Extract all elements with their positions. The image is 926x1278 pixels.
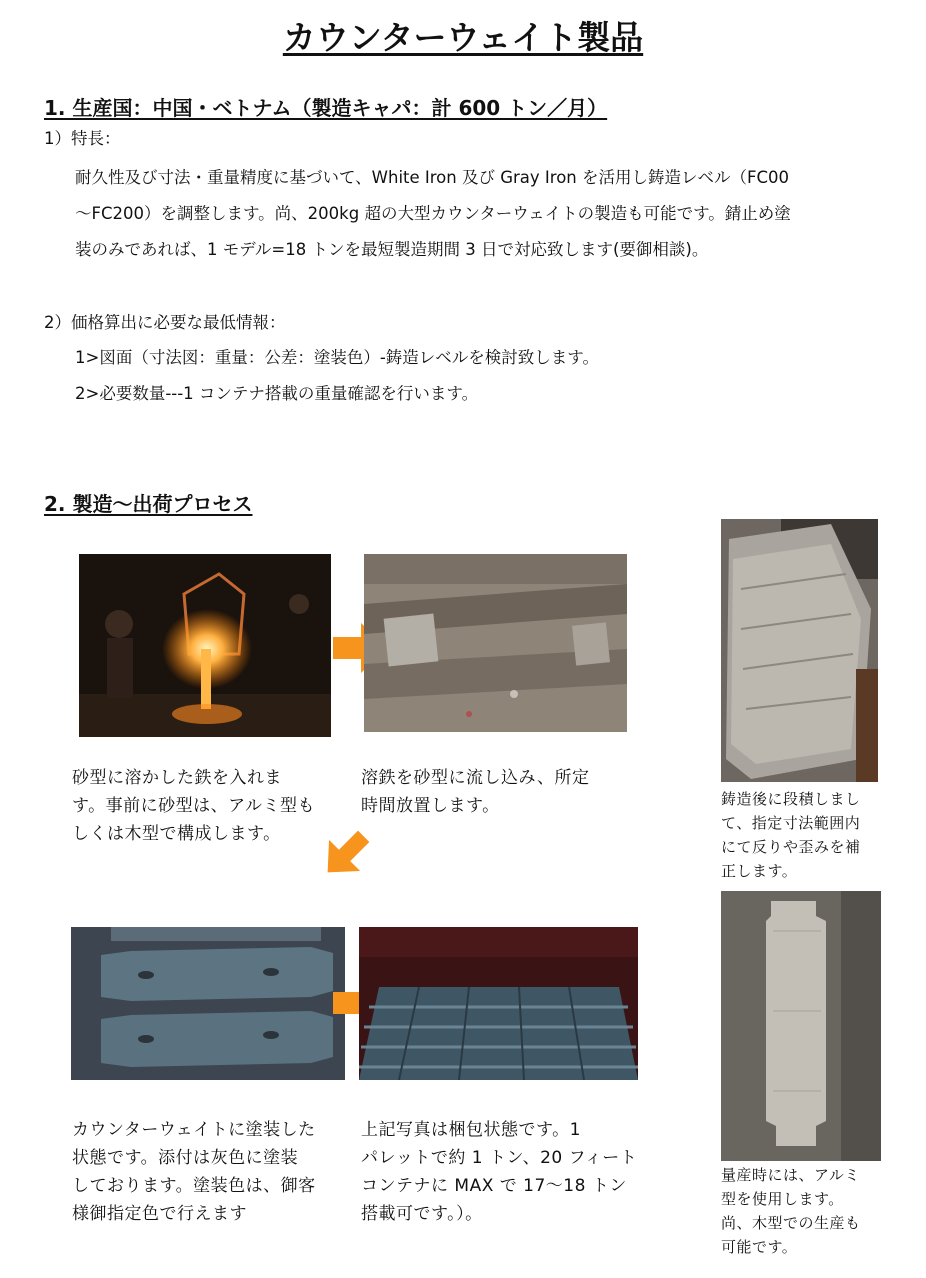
pricing-label: 2）価格算出に必要な最低情報： xyxy=(44,313,286,332)
features-label: 1）特長： xyxy=(44,129,121,148)
caption-step3: カウンターウェイトに塗装した 状態です。添付は灰色に塗装 しております。塗装色は、御客 様御指定色で行えます xyxy=(72,1120,316,1224)
photo-sand-molds xyxy=(364,554,627,732)
caption-side1: 鋳造後に段積しまし て、指定寸法範囲内 にて反りや歪みを補 正します。 xyxy=(721,790,861,880)
page-title: カウンターウェイト製品 xyxy=(282,18,644,57)
photo-packed-container xyxy=(359,927,638,1080)
caption-step4: 上記写真は梱包状態です。1 パレットで約 1 トン、20 フィート コンテナに MAX で 17～18 トン 搭載可です。）。 xyxy=(361,1120,638,1224)
pricing-item: 1>図面（寸法図：重量：公差：塗装色）-鋳造レベルを検討致します。 xyxy=(75,348,599,367)
caption-step2: 溶鉄を砂型に流し込み、所定 時間放置します。 xyxy=(361,768,590,816)
features-line: 装のみであれば、1 モデル=18 トンを最短製造期間 3 日で対応致します(要御相談)。 xyxy=(75,240,709,259)
arrow-down-left-icon xyxy=(318,826,374,882)
features-line: ～FC200）を調整します。尚、200kg 超の大型カウンターウェイトの製造も可能です。錆止め塗 xyxy=(75,204,791,223)
caption-step1: 砂型に溶かした鉄を入れま す。事前に砂型は、アルミ型も しくは木型で構成します。 xyxy=(72,768,315,844)
section1-heading: 1. 生産国：中国・ベトナム（製造キャパ：計 600 トン／月） xyxy=(44,96,608,120)
pricing-items xyxy=(75,340,599,412)
photo-painted-weights xyxy=(71,927,345,1080)
section2-heading: 2. 製造～出荷プロセス xyxy=(44,492,253,516)
caption-side2: 量産時には、アルミ 型を使用します。 尚、木型での生産も 可能です。 xyxy=(721,1166,861,1256)
photo-pouring-iron xyxy=(79,554,331,737)
photo-stacked-weights xyxy=(721,519,878,782)
photo-single-weight xyxy=(721,891,881,1161)
features-text xyxy=(75,160,791,268)
pricing-item: 2>必要数量---1 コンテナ搭載の重量確認を行います。 xyxy=(75,384,479,403)
features-line: 耐久性及び寸法・重量精度に基づいて、White Iron 及び Gray Iron を活用し鋳造レベル（FC00 xyxy=(75,168,790,187)
